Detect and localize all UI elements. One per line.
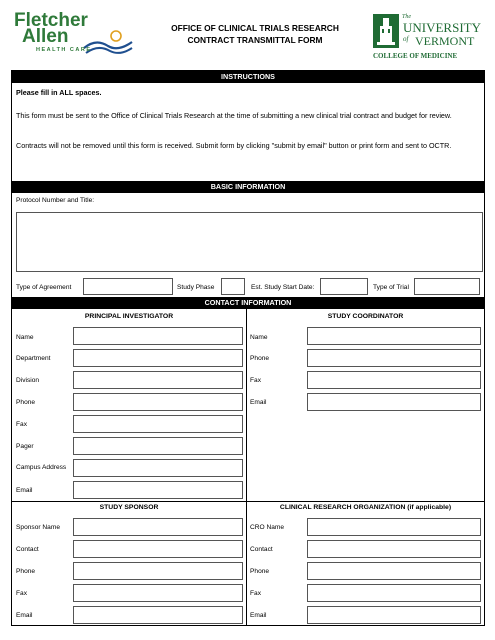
form-title-line1: OFFICE OF CLINICAL TRIALS RESEARCH bbox=[171, 23, 339, 33]
protocol-label: Protocol Number and Title: bbox=[16, 197, 95, 204]
pi-name-label: Name bbox=[16, 334, 34, 341]
sc-fax-label: Fax bbox=[250, 377, 261, 384]
logo-line2: Allen bbox=[22, 26, 69, 47]
sponsor-name-label: Sponsor Name bbox=[16, 524, 60, 531]
instructions-para2: Contracts will not be removed until this form is received. Submit form by clicking "submit by email" button or print form and sent to OCTR. bbox=[16, 141, 452, 150]
contact-info-heading: CONTACT INFORMATION bbox=[12, 297, 484, 309]
cro-name-label: CRO Name bbox=[250, 524, 285, 531]
cro-contact-field[interactable] bbox=[307, 540, 481, 558]
logo-line3: HEALTH CARE bbox=[36, 47, 92, 53]
sponsor-contact-label: Contact bbox=[16, 546, 39, 553]
type-trial-label: Type of Trial bbox=[373, 284, 409, 291]
fill-all-notice: Please fill in ALL spaces. bbox=[16, 88, 102, 97]
uvm-university: UNIVERSITY bbox=[403, 20, 481, 35]
instructions-heading: INSTRUCTIONS bbox=[12, 71, 484, 83]
type-agreement-field[interactable] bbox=[83, 278, 173, 295]
pi-pager-label: Pager bbox=[16, 443, 34, 450]
uvm-of: of bbox=[403, 35, 409, 43]
sc-heading: STUDY COORDINATOR bbox=[327, 313, 404, 320]
sc-name-field[interactable] bbox=[307, 327, 481, 345]
sponsor-fax-field[interactable] bbox=[73, 584, 243, 602]
start-date-field[interactable] bbox=[320, 278, 368, 295]
sc-phone-field[interactable] bbox=[307, 349, 481, 367]
type-agreement-label: Type of Agreement bbox=[16, 284, 72, 291]
sc-name-label: Name bbox=[250, 334, 268, 341]
form-title-line2: CONTRACT TRANSMITTAL FORM bbox=[187, 35, 323, 45]
uvm-vermont: VERMONT bbox=[415, 34, 475, 48]
pi-heading: PRINCIPAL INVESTIGATOR bbox=[84, 313, 174, 320]
uvm-the: The bbox=[402, 14, 411, 20]
type-trial-field[interactable] bbox=[414, 278, 480, 295]
cro-heading: CLINICAL RESEARCH ORGANIZATION (if applicable) bbox=[279, 504, 452, 511]
sponsor-phone-label: Phone bbox=[16, 568, 36, 575]
protocol-field[interactable] bbox=[16, 212, 483, 272]
sponsor-name-field[interactable] bbox=[73, 518, 243, 536]
study-phase-label: Study Phase bbox=[177, 284, 215, 291]
pi-name-field[interactable] bbox=[73, 327, 243, 345]
pi-pager-field[interactable] bbox=[73, 437, 243, 455]
study-phase-field[interactable] bbox=[221, 278, 245, 295]
pi-division-label: Division bbox=[16, 377, 40, 384]
pi-phone-field[interactable] bbox=[73, 393, 243, 411]
sponsor-top-rule bbox=[12, 501, 484, 502]
sc-email-label: Email bbox=[250, 399, 267, 406]
sponsor-contact-field[interactable] bbox=[73, 540, 243, 558]
pi-department-label: Department bbox=[16, 355, 51, 362]
pi-division-field[interactable] bbox=[73, 371, 243, 389]
cro-fax-label: Fax bbox=[250, 590, 261, 597]
pi-campus-label: Campus Address bbox=[16, 464, 67, 471]
cro-fax-field[interactable] bbox=[307, 584, 481, 602]
sc-fax-field[interactable] bbox=[307, 371, 481, 389]
cro-phone-label: Phone bbox=[250, 568, 270, 575]
pi-department-field[interactable] bbox=[73, 349, 243, 367]
cro-phone-field[interactable] bbox=[307, 562, 481, 580]
fletcher-allen-logo bbox=[14, 12, 134, 60]
pi-fax-field[interactable] bbox=[73, 415, 243, 433]
contact-divider bbox=[246, 309, 247, 502]
instructions-para1: This form must be sent to the Office of Clinical Trials Research at the time of submitting a new clinical trial contract and budget for review. bbox=[16, 111, 452, 120]
sc-email-field[interactable] bbox=[307, 393, 481, 411]
sponsor-fax-label: Fax bbox=[16, 590, 27, 597]
uvm-logo bbox=[373, 14, 483, 64]
cro-contact-label: Contact bbox=[250, 546, 273, 553]
sc-phone-label: Phone bbox=[250, 355, 270, 362]
start-date-label: Est. Study Start Date: bbox=[251, 284, 315, 291]
basic-info-heading: BASIC INFORMATION bbox=[12, 181, 484, 193]
uvm-building-icon bbox=[373, 14, 399, 48]
pi-campus-field[interactable] bbox=[73, 459, 243, 477]
sponsor-email-field[interactable] bbox=[73, 606, 243, 624]
logo-line1: Fletcher bbox=[14, 10, 88, 31]
pi-email-label: Email bbox=[16, 487, 33, 494]
sponsor-heading: STUDY SPONSOR bbox=[99, 504, 159, 511]
uvm-college: COLLEGE OF MEDICINE bbox=[373, 52, 458, 60]
sponsor-divider bbox=[246, 501, 247, 625]
cro-email-field[interactable] bbox=[307, 606, 481, 624]
sponsor-email-label: Email bbox=[16, 612, 33, 619]
cro-name-field[interactable] bbox=[307, 518, 481, 536]
pi-fax-label: Fax bbox=[16, 421, 27, 428]
sponsor-phone-field[interactable] bbox=[73, 562, 243, 580]
pi-phone-label: Phone bbox=[16, 399, 36, 406]
pi-email-field[interactable] bbox=[73, 481, 243, 499]
cro-email-label: Email bbox=[250, 612, 267, 619]
